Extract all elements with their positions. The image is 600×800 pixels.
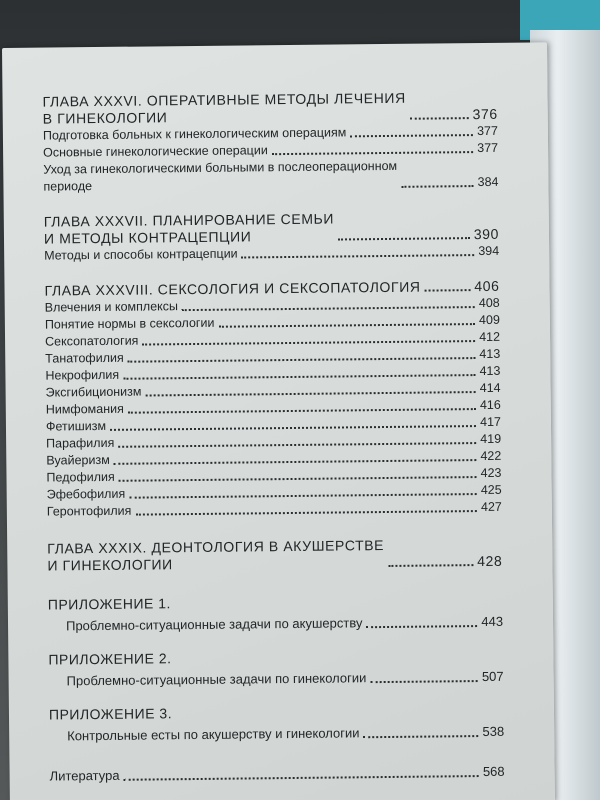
entry-page: 409 — [478, 312, 500, 328]
entry-page: 422 — [480, 448, 502, 464]
entry-page: 425 — [480, 482, 502, 498]
entry-page: 377 — [476, 123, 498, 139]
dot-leader — [128, 408, 476, 414]
appendix-2 — [48, 647, 503, 691]
entry-label: Педофилия — [46, 469, 115, 485]
chapter-37 — [44, 209, 500, 265]
entry-label: Основные гинекологические операции — [43, 143, 268, 160]
dot-leader — [242, 254, 475, 258]
dot-leader — [119, 476, 477, 482]
dot-leader — [366, 625, 477, 628]
chapter-title: ГЛАВА XXXVIII. СЕКСОЛОГИЯ И СЕКСОПАТОЛОГИЯ — [44, 278, 421, 299]
entry-page: 394 — [478, 243, 500, 259]
dot-leader — [129, 493, 477, 499]
dot-leader — [350, 134, 473, 137]
dot-leader — [124, 775, 479, 781]
literature-label: Литература — [49, 767, 120, 784]
book-page — [2, 42, 555, 800]
chapter-39 — [47, 536, 502, 575]
chapter-page: 376 — [472, 105, 498, 123]
entry-page: 412 — [479, 329, 501, 345]
dot-leader — [118, 442, 476, 448]
dot-leader — [338, 237, 470, 240]
entry-page: 408 — [478, 295, 500, 311]
dot-leader — [123, 374, 475, 380]
appendix-page: 507 — [481, 668, 504, 685]
entry-label: Некрофилия — [45, 367, 120, 383]
entry-label: Эфебофилия — [46, 486, 126, 502]
toc-entry — [47, 499, 502, 521]
chapter-title: ГЛАВА XXXVII. ПЛАНИРОВАНИЕ СЕМЬИ И МЕТОДЫ КОНТРАЦЕПЦИИ — [43, 210, 335, 247]
entry-page: 417 — [480, 414, 502, 430]
dot-leader — [114, 459, 477, 465]
entry-label: Парафилия — [46, 435, 115, 451]
entry-label: Фетишизм — [45, 418, 107, 434]
appendix-label: Контрольные есты по акушерству и гинекологии — [67, 725, 360, 744]
chapter-title: ГЛАВА XXXIX. ДЕОНТОЛОГИЯ В АКУШЕРСТВЕ И ГИНЕКОЛОГИИ — [47, 537, 385, 574]
entry-page: 419 — [480, 431, 502, 447]
entry-page: 416 — [479, 397, 501, 413]
entry-page: 413 — [479, 363, 501, 379]
chapter-page: 406 — [474, 277, 500, 295]
dot-leader — [145, 391, 475, 396]
appendix-label: Проблемно-ситуационные задачи по гинекологии — [66, 670, 367, 689]
dot-leader — [364, 735, 479, 738]
appendix-1 — [48, 592, 503, 636]
appendix-entry — [49, 668, 504, 691]
entry-label: Эксгибиционизм — [45, 384, 142, 400]
entry-label: Танатофилия — [45, 350, 124, 366]
literature-entry — [50, 763, 505, 786]
appendix-title: ПРИЛОЖЕНИЕ 3. — [48, 705, 173, 723]
entry-label: Нимфомания — [45, 401, 124, 417]
entry-page: 427 — [480, 499, 502, 515]
appendix-3 — [49, 702, 504, 746]
entry-label: Влечения и комплексы — [44, 299, 179, 315]
entry-label: Подготовка больных к гинекологическим операциям — [42, 125, 347, 143]
chapter-38 — [44, 278, 501, 521]
chapter-36 — [42, 89, 498, 196]
dot-leader — [142, 340, 475, 345]
entry-page: 384 — [477, 174, 499, 190]
entry-label: Вуайеризм — [46, 452, 110, 468]
appendix-title: ПРИЛОЖЕНИЕ 2. — [48, 650, 172, 668]
chapter-heading — [44, 209, 499, 248]
entry-page: 414 — [479, 380, 501, 396]
entry-label: Методы и способы контрацепции — [44, 246, 238, 263]
appendix-entry — [48, 613, 503, 636]
appendix-label: Проблемно-ситуационные задачи по акушерству — [65, 615, 363, 634]
appendix-page: 443 — [481, 613, 504, 630]
dot-leader — [272, 151, 473, 155]
dot-leader — [410, 117, 469, 120]
dot-leader — [218, 323, 475, 328]
entry-label: Понятие нормы в сексологии — [44, 315, 215, 332]
chapter-heading — [42, 89, 497, 128]
dot-leader — [128, 357, 476, 363]
appendix-title: ПРИЛОЖЕНИЕ 1. — [47, 595, 171, 613]
dot-leader — [370, 680, 478, 683]
dot-leader — [182, 306, 475, 311]
chapter-title: ГЛАВА XXXVI. ОПЕРАТИВНЫЕ МЕТОДЫ ЛЕЧЕНИЯ В ГИНЕКОЛОГИИ — [42, 89, 406, 127]
dot-leader — [135, 510, 477, 516]
entry-page: 377 — [477, 140, 499, 156]
dot-leader — [425, 289, 471, 291]
dot-leader — [110, 425, 476, 431]
entry-label: Уход за гинекологическими больными в послеоперационном периоде — [43, 158, 398, 194]
chapter-page: 390 — [473, 225, 500, 243]
toc-entry — [44, 243, 499, 265]
entry-label: Геронтофилия — [46, 503, 132, 519]
dot-leader — [401, 185, 473, 188]
table-of-contents — [42, 89, 504, 786]
entry-page: 423 — [480, 465, 502, 481]
chapter-heading — [47, 536, 502, 575]
appendix-entry — [49, 723, 504, 746]
chapter-page: 428 — [477, 552, 503, 570]
entry-label: Сексопатология — [45, 333, 139, 349]
entry-page: 413 — [479, 346, 501, 362]
dot-leader — [388, 564, 473, 567]
toc-entry — [43, 157, 498, 196]
literature-page: 568 — [482, 763, 505, 780]
appendix-page: 538 — [482, 723, 505, 740]
